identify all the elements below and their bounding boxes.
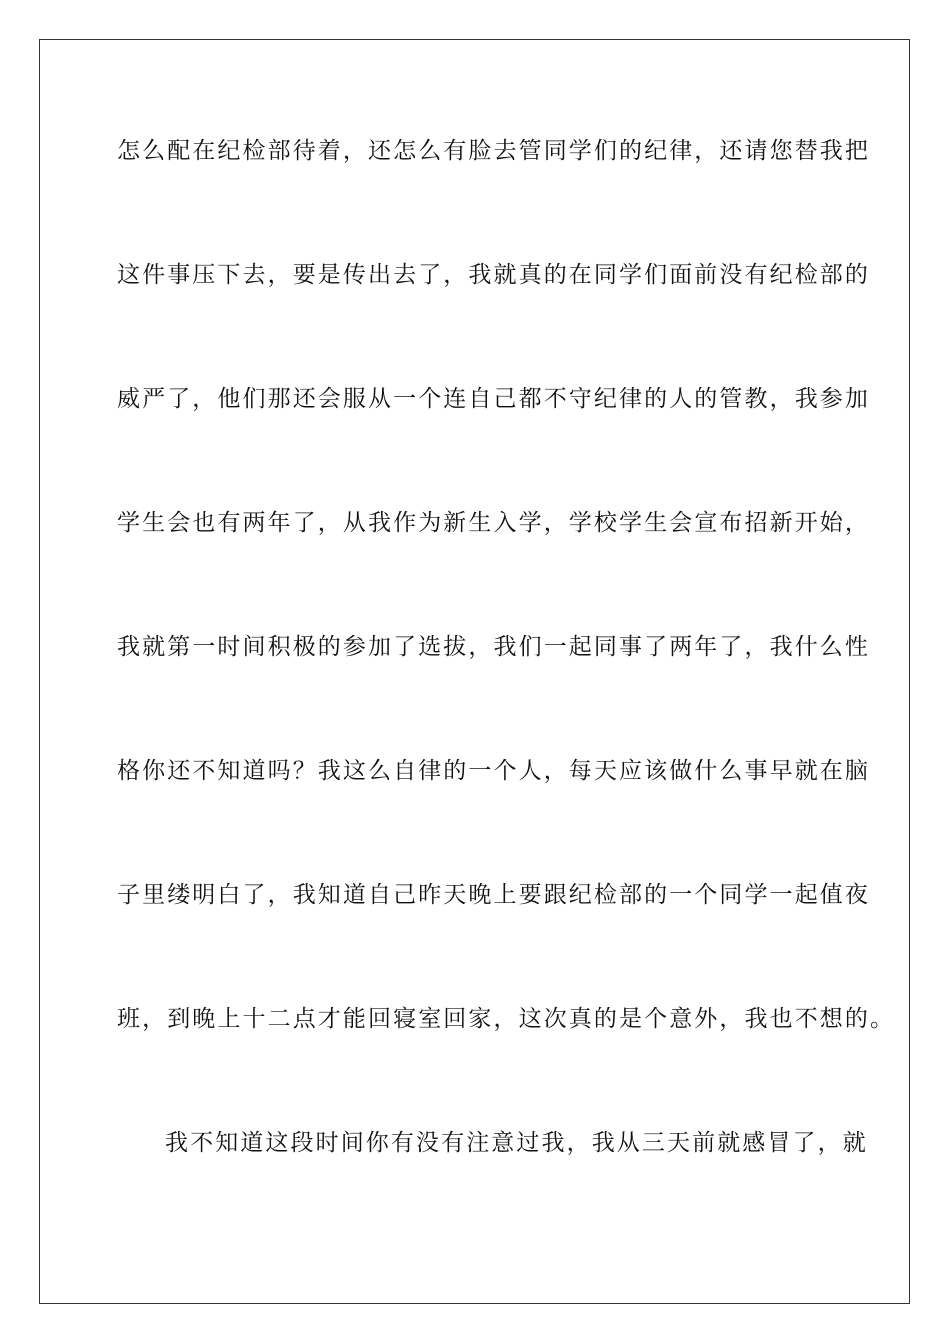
text-line-2: 这件事压下去，要是传出去了，我就真的在同学们面前没有纪检部的 bbox=[117, 262, 870, 288]
text-line-4: 学生会也有两年了，从我作为新生入学，学校学生会宣布招新开始， bbox=[117, 510, 870, 536]
text-line-1: 怎么配在纪检部待着，还怎么有脸去管同学们的纪律，还请您替我把 bbox=[117, 138, 870, 164]
text-line-8: 班，到晚上十二点才能回寝室回家，这次真的是个意外，我也不想的。 bbox=[117, 1006, 896, 1032]
text-line-6: 格你还不知道吗？我这么自律的一个人，每天应该做什么事早就在脑 bbox=[117, 758, 870, 784]
page-border bbox=[39, 39, 910, 1304]
text-line-5: 我就第一时间积极的参加了选拔，我们一起同事了两年了，我什么性 bbox=[117, 634, 870, 660]
text-line-3: 威严了，他们那还会服从一个连自己都不守纪律的人的管教，我参加 bbox=[117, 386, 870, 412]
text-line-7: 子里缕明白了，我知道自己昨天晚上要跟纪检部的一个同学一起值夜 bbox=[117, 882, 870, 908]
text-line-9-paragraph-start: 我不知道这段时间你有没有注意过我，我从三天前就感冒了，就 bbox=[165, 1130, 868, 1156]
